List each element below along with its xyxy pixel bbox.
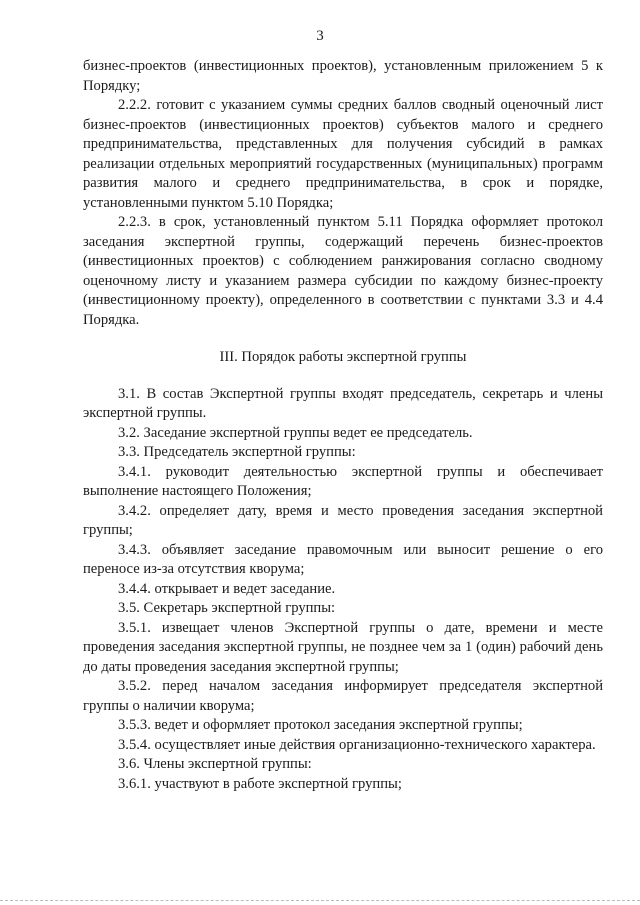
page-number: 3 xyxy=(316,28,324,44)
paragraph: 3.6.1. участвуют в работе экспертной группы; xyxy=(118,775,402,792)
scan-edge-line xyxy=(0,900,640,902)
paragraph: 3.3. Председатель экспертной группы: xyxy=(118,444,356,460)
paragraph: 3.5.4. осуществляет иные действия организационно-технического характера. xyxy=(118,736,596,753)
paragraph: 3.2. Заседание экспертной группы ведет ее председатель. xyxy=(118,424,473,441)
section-heading: III. Порядок работы экспертной группы xyxy=(219,349,467,365)
paragraph: 3.1. В состав Экспертной группы входят председатель, секретарь и члены экспертной группы. xyxy=(83,385,603,421)
paragraph: 3.4.3. объявляет заседание правомочным или выносит решение о его переносе из-за отсутствия кворума; xyxy=(83,541,603,577)
paragraph: 3.5.1. извещает членов Экспертной группы о дате, времени и месте проведения заседания экспертной группы, не позднее чем за 1 (один) рабочий день до даты проведения заседания экспертной группы; xyxy=(83,619,603,675)
paragraph: 3.5.2. перед началом заседания информирует председателя экспертной группы о наличии кворума; xyxy=(83,678,603,714)
paragraph: 3.5. Секретарь экспертной группы: xyxy=(118,600,336,616)
document-body xyxy=(83,57,603,794)
paragraph: 2.2.2. готовит с указанием суммы средних баллов сводный оценочный лист бизнес-проектов (инвестиционных проектов) субъектов малого и среднего предпринимательства, представленных для получения субсидий в рамках реализации отдельных мероприятий государственных (муниципальных) программ развития малого и среднего предпринимательства, в срок и порядке, установленными пунктом 5.10 Порядка; xyxy=(83,97,603,211)
paragraph: 3.6. Члены экспертной группы: xyxy=(118,756,312,772)
paragraph: 3.4.2. определяет дату, время и место проведения заседания экспертной группы; xyxy=(83,502,603,538)
paragraph: 3.4.1. руководит деятельностью экспертной группы и обеспечивает выполнение настоящего Положения; xyxy=(83,463,603,499)
paragraph: 3.5.3. ведет и оформляет протокол заседания экспертной группы; xyxy=(118,717,523,733)
paragraph: бизнес-проектов (инвестиционных проектов), установленным приложением 5 к Порядку; xyxy=(83,58,603,94)
paragraph: 3.4.4. открывает и ведет заседание. xyxy=(118,580,336,597)
paragraph: 2.2.3. в срок, установленный пунктом 5.11 Порядка оформляет протокол заседания экспертной группы, содержащий перечень бизнес-проектов (инвестиционных проектов) с соблюдением ранжирования согласно сводному оценочному листу и указанием размера субсидии по каждому бизнес-проекту (инвестиционному проекту), определенного в соответствии с пунктами 3.3 и 4.4 Порядка. xyxy=(83,214,603,328)
